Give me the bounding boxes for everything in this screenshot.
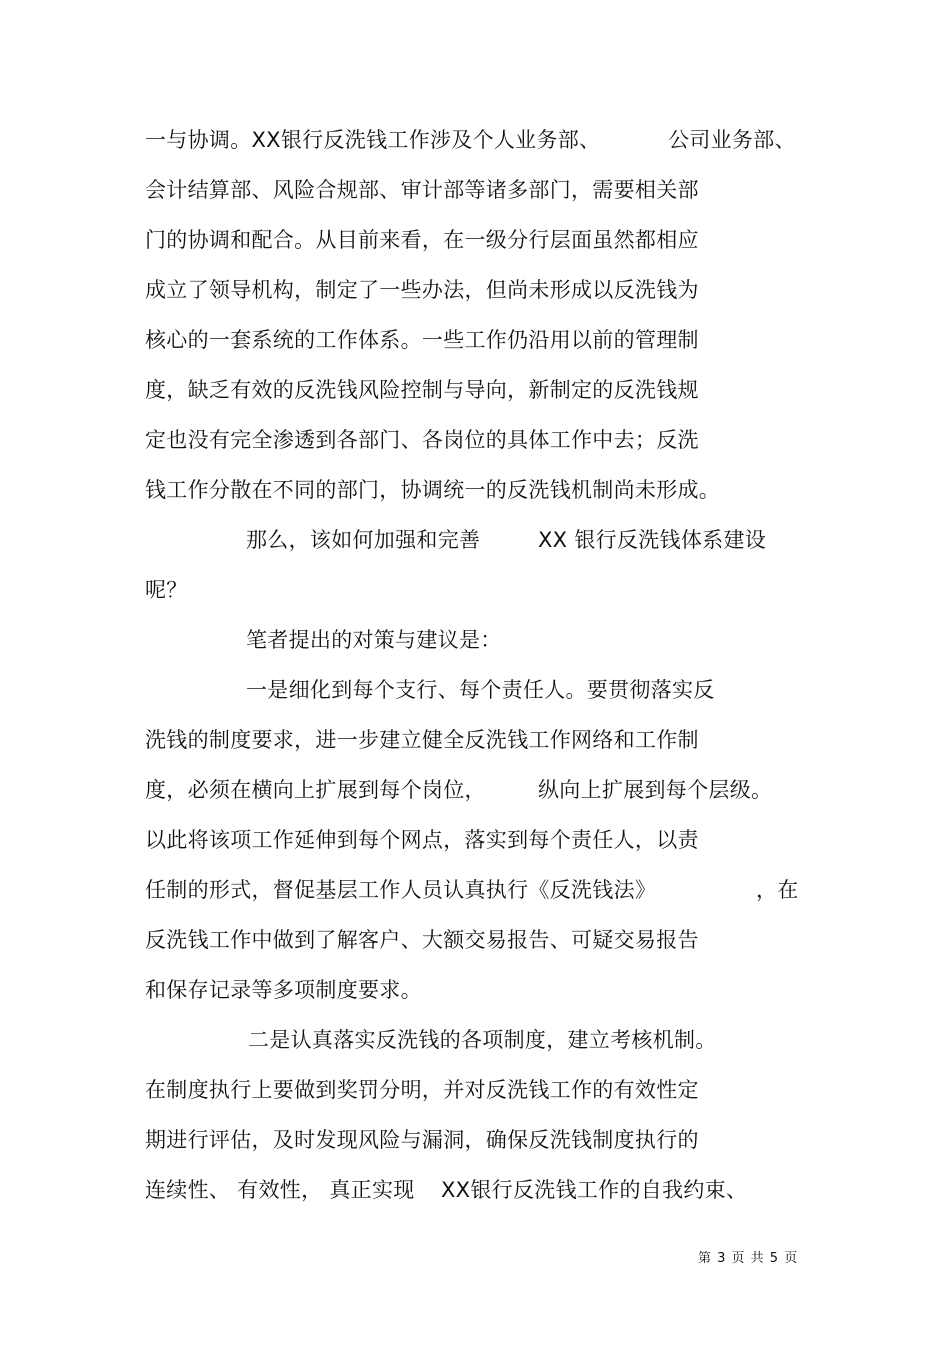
text-segment: 在制度执行上要做到奖罚分明，并对反洗钱工作的有效性定 (145, 1078, 699, 1102)
text-segment: ，在 (756, 878, 799, 902)
text-segment: XX银行反洗钱工作的自我约束、 (441, 1178, 748, 1202)
text-segment: 成立了领导机构，制定了一些办法，但尚未形成以反洗钱为 (145, 278, 699, 302)
text-segment: 以此将该项工作延伸到每个网点，落实到每个责任人，以责 (145, 828, 699, 852)
text-segment: 任制的形式，督促基层工作人员认真执行《反洗钱法》 (145, 878, 657, 902)
text-segment: 会计结算部、风险合规部、审计部等诸多部门，需要相关部 (145, 178, 699, 202)
text-segment: 度，必须在横向上扩展到每个岗位， (145, 778, 486, 802)
text-segment: 核心的一套系统的工作体系。一些工作仍沿用以前的管理制 (145, 328, 699, 352)
text-segment: 一与协调。XX银行反洗钱工作涉及个人业务部、 (145, 128, 601, 152)
text-segment: 一是细化到每个支行、每个责任人。要贯彻落实反 (246, 678, 715, 702)
text-segment: 门的协调和配合。从目前来看，在一级分行层面虽然都相应 (145, 228, 699, 252)
page-number: 第 3 页 共 5 页 (698, 1251, 799, 1266)
text-segment: 二是认真落实反洗钱的各项制度，建立考核机制。 (248, 1028, 717, 1052)
text-segment: 和保存记录等多项制度要求。 (145, 978, 422, 1002)
text-segment: 笔者提出的对策与建议是： (246, 628, 502, 652)
text-segment: 度，缺乏有效的反洗钱风险控制与导向，新制定的反洗钱规 (145, 378, 699, 402)
text-segment: 洗钱的制度要求，进一步建立健全反洗钱工作网络和工作制 (145, 728, 699, 752)
text-segment: 纵向上扩展到每个层级。 (538, 778, 773, 802)
text-segment: 定也没有完全渗透到各部门、各岗位的具体工作中去；反洗 (145, 428, 699, 452)
text-segment: 公司业务部、 (668, 128, 796, 152)
text-segment: XX 银行反洗钱体系建设 (538, 528, 767, 552)
text-segment: 那么，该如何加强和完善 (246, 528, 481, 552)
text-segment: 期进行评估，及时发现风险与漏洞，确保反洗钱制度执行的 (145, 1128, 699, 1152)
text-segment: 反洗钱工作中做到了解客户、大额交易报告、可疑交易报告 (145, 928, 699, 952)
text-segment: 钱工作分散在不同的部门，协调统一的反洗钱机制尚未形成。 (145, 478, 721, 502)
text-segment: 呢？ (145, 578, 188, 602)
text-segment: 连续性、 有效性， 真正实现 (145, 1178, 415, 1202)
